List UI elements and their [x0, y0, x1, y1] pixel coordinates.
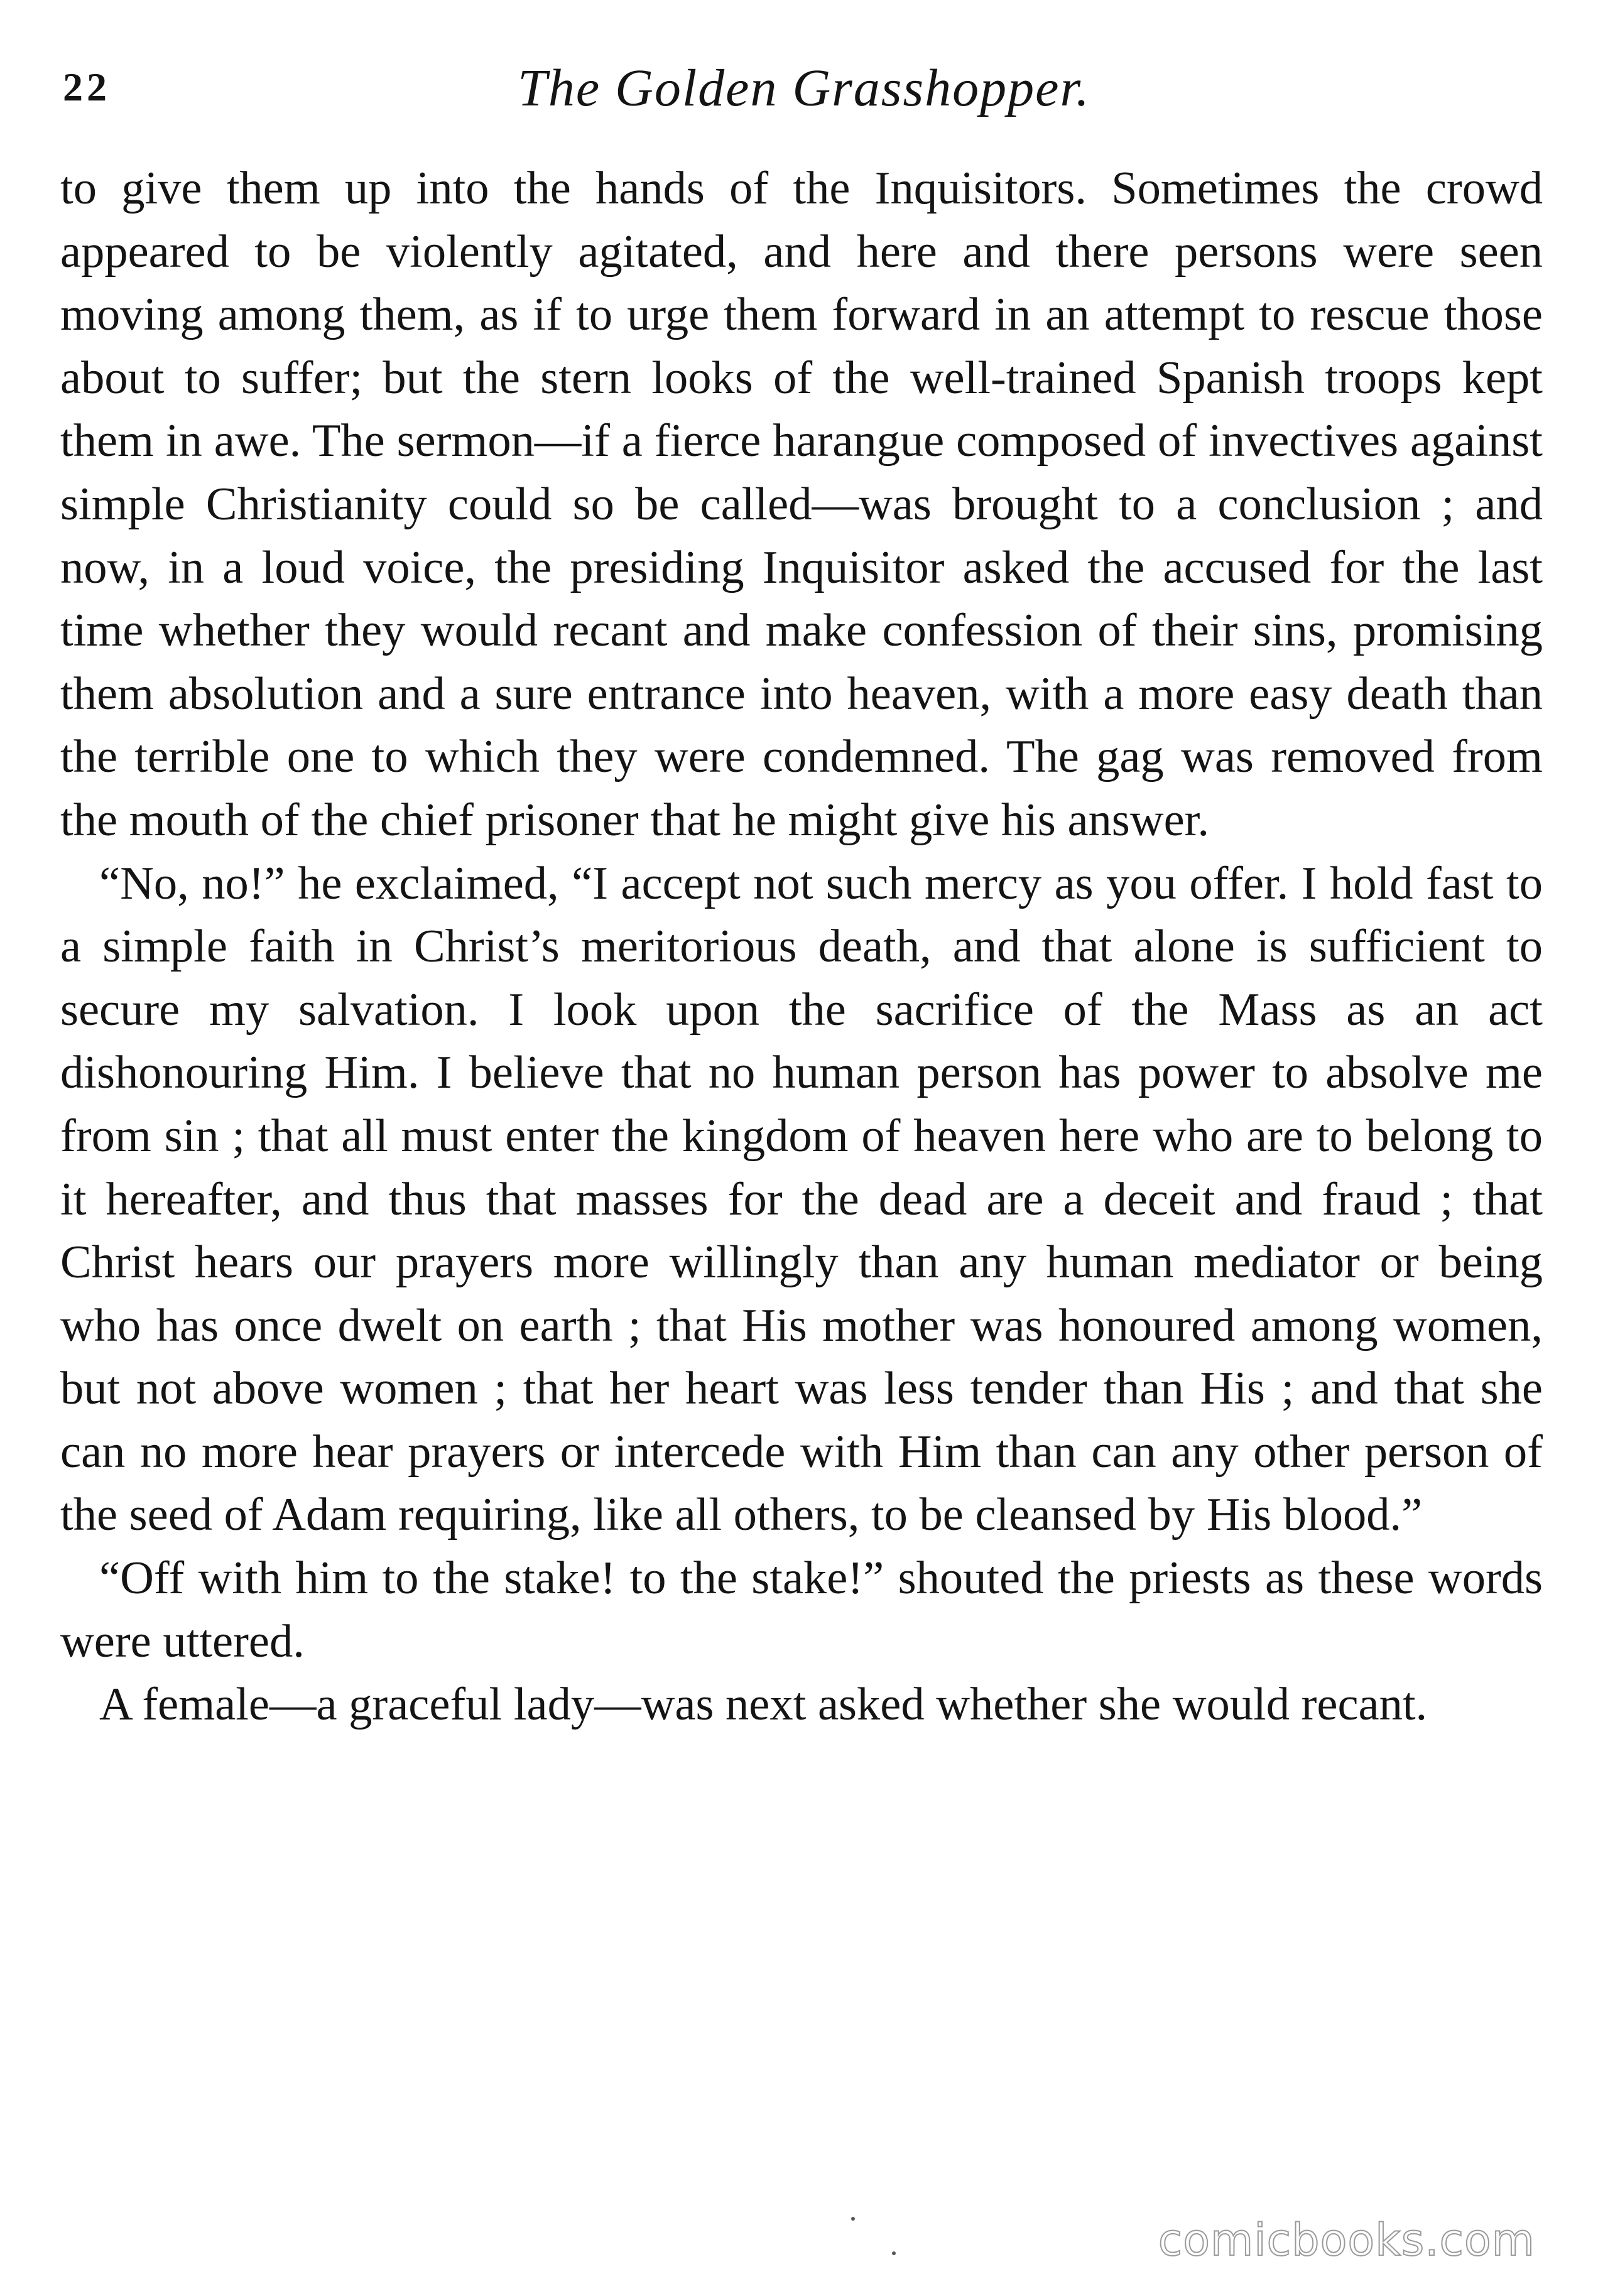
watermark: comicbooks.com — [1158, 2214, 1535, 2266]
paragraph-female-asked: A female—a graceful lady—was next asked whether she would recant. — [99, 1679, 1428, 1731]
running-title: The Golden Grasshopper. — [518, 59, 1090, 117]
paragraph-prisoner-answer: “No, no!” he exclaimed, “I accept not such mercy as you offer. I hold fast to a simple faith in Christ’s meritorious death, and that alone is sufficient to secure my salvation. I look upon the sacrifice of the Mass as an act dishonouring Him. I believe that no human person has power to absolve me from sin ; that all must enter the kingdom of heaven here who are to belong to it hereafter, and thus that masses for the dead are a deceit and fraud ; that Christ hears our prayers more willingly than any human mediator or being who has once dwelt on earth ; that His mother was honoured among women, but not above women ; that her heart was less tender than His ; and that she can no more hear prayers or intercede with Him than can any other person of the seed of Adam requiring, like all others, to be cleansed by His blood.” — [60, 857, 1543, 1541]
page-number: 22 — [63, 65, 111, 109]
page-header — [63, 58, 1545, 133]
body-text — [60, 157, 1543, 1736]
paragraph-continuation: to give them up into the hands of the Inquisitors. Sometimes the crowd appeared to be violently agitated, and here and there persons were seen moving among them, as if to urge them forward in an attempt to rescue those about to suffer; but the stern looks of the well-trained Spanish troops kept them in awe. The sermon—if a fierce harangue composed of invectives against simple Christianity could so be called—was brought to a conclusion ; and now, in a loud voice, the presiding Inquisitor asked the accused for the last time whether they would recant and make confession of their sins, promising them absolution and a sure entrance into heaven, with a more easy death than the terrible one to which they were condemned. The gag was removed from the mouth of the chief prisoner that he might give his answer. — [60, 163, 1543, 846]
print-speck — [851, 2217, 855, 2221]
print-speck — [892, 2251, 896, 2255]
paragraph-priests-shout: “Off with him to the stake! to the stake!” shouted the priests as these words were uttered. — [60, 1552, 1543, 1667]
